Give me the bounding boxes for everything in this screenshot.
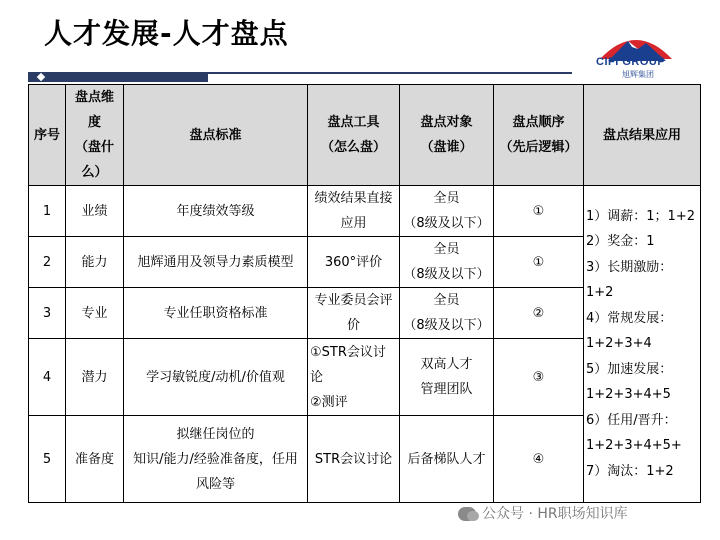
row-dimension: 潜力 [66, 339, 124, 416]
header-line: （怎么盘） [320, 140, 386, 155]
cell-line: 1+2+3+4+5+ [586, 438, 682, 454]
cell-line: 绩效结果直接 [314, 191, 393, 206]
header-line: 么） [81, 165, 108, 180]
cell-line: 1+2 [586, 285, 614, 301]
row-standard [124, 416, 308, 503]
row-target [400, 416, 494, 503]
cell-line: 1）调薪：1；1+2 [586, 208, 695, 224]
cell-line: 360°评价 [324, 254, 383, 270]
logo-text-cn: 旭辉集团 [622, 70, 654, 79]
header-line: 盘点维 [74, 90, 114, 105]
header-cell [66, 85, 124, 186]
row-target [400, 186, 494, 237]
row-order: ③ [494, 339, 584, 416]
wechat-icon [458, 507, 476, 521]
header-line: （先后逻辑） [499, 140, 578, 155]
header-accent-bar [28, 72, 208, 82]
logo-text-en: CIFI GROUP [596, 56, 666, 68]
header-cell [308, 85, 400, 186]
cell-line: 1+2+3+4 [586, 336, 652, 352]
row-number: 1 [29, 186, 66, 237]
page-title: 人才发展-人才盘点 [44, 17, 289, 50]
cell-line: 1+2+3+4+5 [586, 387, 671, 403]
cell-line: 旭辉通用及领导力素质模型 [137, 254, 294, 270]
row-number: 5 [29, 416, 66, 503]
header-line: 盘点工具 [327, 115, 380, 130]
header-cell [494, 85, 584, 186]
row-tool [308, 186, 400, 237]
row-standard [124, 339, 308, 416]
row-number: 2 [29, 237, 66, 288]
cell-line: 全员 [433, 191, 460, 206]
row-number: 3 [29, 288, 66, 339]
cell-line: 2）奖金：1 [586, 234, 655, 250]
cell-line: STR会议讨论 [314, 451, 393, 467]
watermark-text: 公众号 · HR职场知识库 [482, 506, 628, 522]
row-tool [308, 339, 400, 416]
cell-line: 论 [310, 369, 324, 385]
result-application [584, 186, 701, 503]
header-cell [29, 85, 66, 186]
cell-line: 3）长期激励： [586, 259, 673, 275]
cell-line: （8级及以下） [403, 267, 490, 282]
row-tool [308, 288, 400, 339]
cell-line: 拟继任岗位的 [176, 426, 255, 442]
row-dimension: 准备度 [66, 416, 124, 503]
cell-line: 全员 [433, 242, 460, 257]
cell-line: ②测评 [310, 394, 348, 410]
row-standard [124, 237, 308, 288]
cell-line: 双高人才 [420, 357, 473, 372]
row-dimension: 业绩 [66, 186, 124, 237]
cell-line: ①STR会议讨 [310, 344, 386, 360]
row-dimension: 能力 [66, 237, 124, 288]
header-line: 序号 [33, 127, 60, 143]
row-dimension: 专业 [66, 288, 124, 339]
header-line: 盘点对象 [420, 115, 473, 130]
header-line: 度 [87, 115, 101, 130]
row-target [400, 237, 494, 288]
row-order: ① [494, 237, 584, 288]
header-line: 盘点标准 [189, 127, 242, 143]
cell-line: （8级及以下） [403, 216, 490, 231]
row-tool [308, 416, 400, 503]
header-cell [400, 85, 494, 186]
row-standard [124, 186, 308, 237]
header-cell [584, 85, 701, 186]
row-order: ① [494, 186, 584, 237]
cell-line: 应用 [340, 216, 367, 231]
row-number: 4 [29, 339, 66, 416]
cell-line: 专业委员会评 [314, 293, 393, 308]
cell-line: （8级及以下） [403, 318, 490, 333]
cell-line: 6）任用/晋升： [586, 412, 677, 428]
cell-line: 7）淘汰：1+2 [586, 463, 674, 479]
watermark [458, 503, 628, 523]
cell-line: 后备梯队人才 [407, 451, 486, 467]
header-cell [124, 85, 308, 186]
cell-line: 学习敏锐度/动机/价值观 [146, 369, 285, 385]
cell-line: 4）常规发展： [586, 310, 673, 326]
row-order: ④ [494, 416, 584, 503]
header-line: 盘点顺序 [512, 115, 565, 130]
cell-line: 全员 [433, 293, 460, 308]
row-target [400, 288, 494, 339]
cell-line: 5）加速发展： [586, 361, 673, 377]
header-line: （盘谁） [420, 140, 473, 155]
header-line: （盘什 [74, 140, 114, 155]
cell-line: 管理团队 [420, 382, 473, 397]
table-header-row [29, 85, 701, 186]
cell-line: 价 [346, 318, 360, 333]
cell-line: 知识/能力/经验准备度，任用 [133, 451, 298, 467]
cell-line: 专业任职资格标准 [163, 305, 268, 321]
cell-line: 风险等 [195, 476, 235, 492]
row-tool [308, 237, 400, 288]
row-standard [124, 288, 308, 339]
row-order: ② [494, 288, 584, 339]
talent-review-table [28, 84, 701, 503]
row-target [400, 339, 494, 416]
table-row [29, 186, 701, 237]
header-line: 盘点结果应用 [602, 127, 681, 143]
cell-line: 年度绩效等级 [176, 203, 255, 219]
